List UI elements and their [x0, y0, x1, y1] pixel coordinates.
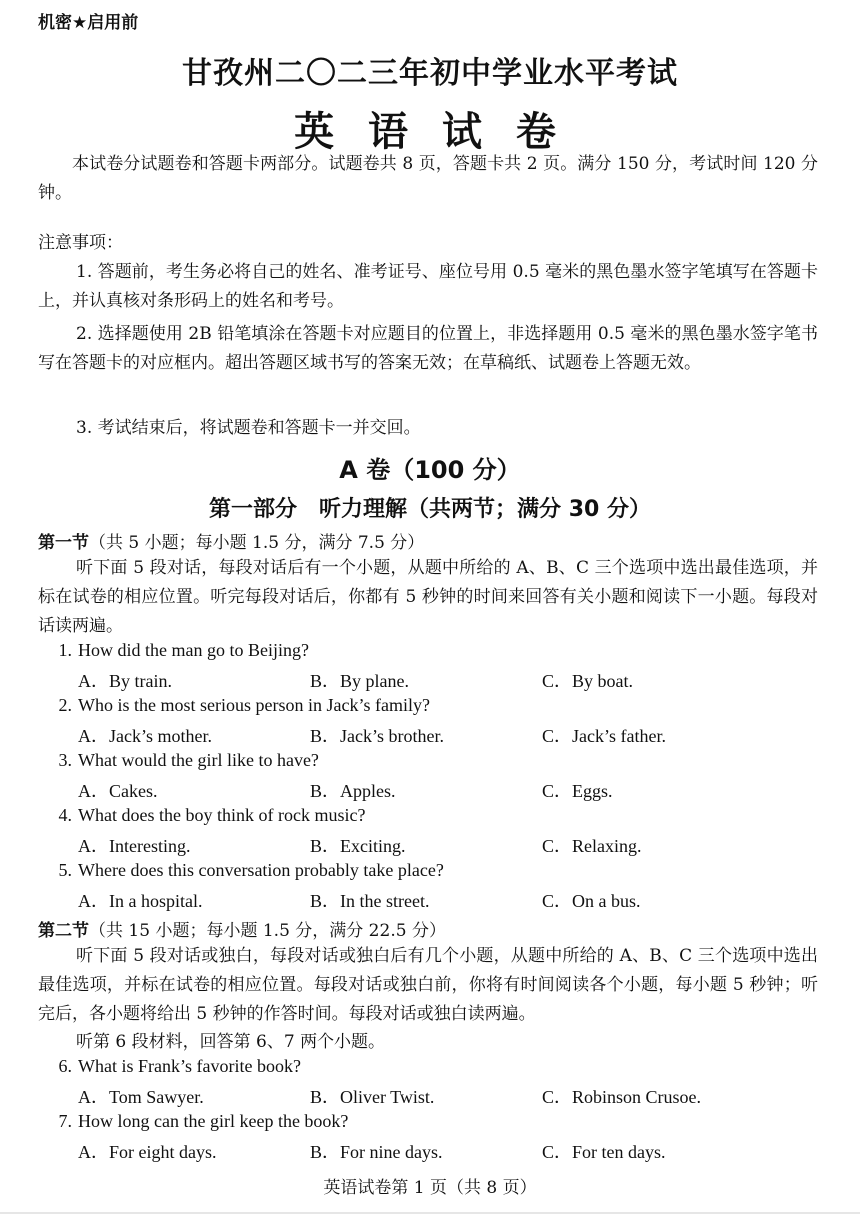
- options-row: [0, 777, 860, 803]
- section1-heading: [38, 528, 424, 553]
- option-a: A．By train.: [78, 671, 172, 691]
- option-c: C．Jack’s father.: [542, 726, 666, 746]
- question-stem: [38, 1056, 301, 1077]
- notice-heading: 注意事项：: [38, 233, 123, 253]
- question-text: Who is the most serious person in Jack’s family?: [78, 695, 430, 715]
- option-b: B．Jack’s brother.: [310, 726, 444, 746]
- question-number: 6.: [58, 1056, 72, 1076]
- question-stem: [38, 1111, 348, 1132]
- option-a: A．Tom Sawyer.: [78, 1087, 204, 1107]
- notice-item: 1. 答题前，考生务必将自己的姓名、准考证号、座位号用 0.5 毫米的黑色墨水签字笔填写在答题卡上，并认真核对条形码上的姓名和考号。: [38, 262, 818, 311]
- option-c: C．Robinson Crusoe.: [542, 1087, 702, 1107]
- question-number: 7.: [58, 1111, 72, 1131]
- material-note: 听第 6 段材料，回答第 6、7 两个小题。: [76, 1032, 386, 1052]
- section2-info: （共 15 小题；每小题 1.5 分，满分 22.5 分）: [89, 921, 446, 941]
- option-c: C．Relaxing.: [542, 836, 642, 856]
- options-row: [0, 722, 860, 748]
- options-row: [0, 887, 860, 913]
- exam-title: 甘孜州二〇二三年初中学业水平考试: [182, 56, 678, 91]
- subject-title: 英 语 试 卷: [294, 109, 566, 155]
- question-text: How did the man go to Beijing?: [78, 640, 309, 660]
- section2-label: 第二节: [38, 921, 89, 941]
- option-c: C．Eggs.: [542, 781, 613, 801]
- question-stem: [38, 695, 430, 716]
- page-footer: 英语试卷第 1 页（共 8 页）: [323, 1178, 537, 1198]
- option-a: A．For eight days.: [78, 1142, 217, 1162]
- question-number: 4.: [58, 805, 72, 825]
- notice-item: 3. 考试结束后，将试题卷和答题卡一并交回。: [76, 418, 421, 438]
- options-row: [0, 1083, 860, 1109]
- question-stem: [38, 860, 444, 881]
- intro-paragraph: 本试卷分试题卷和答题卡两部分。试题卷共 8 页，答题卡共 2 页。满分 150 分，考试时间 120 分钟。: [38, 154, 818, 203]
- option-a: A．Interesting.: [78, 836, 191, 856]
- option-b: B．Oliver Twist.: [310, 1087, 435, 1107]
- question-stem: [38, 640, 309, 661]
- section1-label: 第一节: [38, 533, 89, 553]
- option-c: C．By boat.: [542, 671, 634, 691]
- bottom-divider: [0, 1212, 860, 1214]
- notice-item: 2. 选择题使用 2B 铅笔填涂在答题卡对应题目的位置上，非选择题用 0.5 毫米的黑色墨水签字笔书写在答题卡的对应框内。超出答题区域书写的答案无效；在草稿纸、试题卷上答题无效。: [38, 324, 818, 373]
- question-number: 5.: [58, 860, 72, 880]
- question-text: What does the boy think of rock music?: [78, 805, 366, 825]
- question-text: Where does this conversation probably take place?: [78, 860, 444, 880]
- section1-directions: 听下面 5 段对话，每段对话后有一个小题，从题中所给的 A、B、C 三个选项中选出最佳选项，并标在试卷的相应位置。听完每段对话后，你都有 5 秒钟的时间来回答有关小题和阅读下一小题。每段对话读两遍。: [38, 558, 818, 636]
- option-c: C．For ten days.: [542, 1142, 666, 1162]
- options-row: [0, 667, 860, 693]
- question-number: 2.: [58, 695, 72, 715]
- question-stem: [38, 750, 319, 771]
- option-a: A．Cakes.: [78, 781, 158, 801]
- section2-heading: [38, 916, 446, 941]
- option-b: B．For nine days.: [310, 1142, 443, 1162]
- section2-directions: 听下面 5 段对话或独白，每段对话或独白后有几个小题，从题中所给的 A、B、C 三个选项中选出最佳选项，并标在试卷的相应位置。每段对话或独白前，你将有时间阅读各个小题，每小题 5 秒钟；听完后，各小题将给出 5 秒钟的作答时间。每段对话或独白读两遍。: [38, 946, 818, 1024]
- option-a: A．In a hospital.: [78, 891, 203, 911]
- question-stem: [38, 805, 365, 826]
- volume-a-heading: A 卷（100 分）: [339, 456, 521, 484]
- option-b: B．By plane.: [310, 671, 409, 691]
- question-text: How long can the girl keep the book?: [78, 1111, 349, 1131]
- option-b: B．Exciting.: [310, 836, 406, 856]
- question-number: 3.: [58, 750, 72, 770]
- section1-info: （共 5 小题；每小题 1.5 分，满分 7.5 分）: [89, 533, 425, 553]
- confidential-label: 机密★启用前: [38, 13, 139, 33]
- option-b: B．Apples.: [310, 781, 396, 801]
- option-a: A．Jack’s mother.: [78, 726, 212, 746]
- option-b: B．In the street.: [310, 891, 430, 911]
- option-c: C．On a bus.: [542, 891, 641, 911]
- question-number: 1.: [58, 640, 72, 660]
- part1-heading: 第一部分 听力理解（共两节；满分 30 分）: [209, 497, 651, 522]
- question-text: What is Frank’s favorite book?: [78, 1056, 301, 1076]
- options-row: [0, 832, 860, 858]
- options-row: [0, 1138, 860, 1164]
- question-text: What would the girl like to have?: [78, 750, 319, 770]
